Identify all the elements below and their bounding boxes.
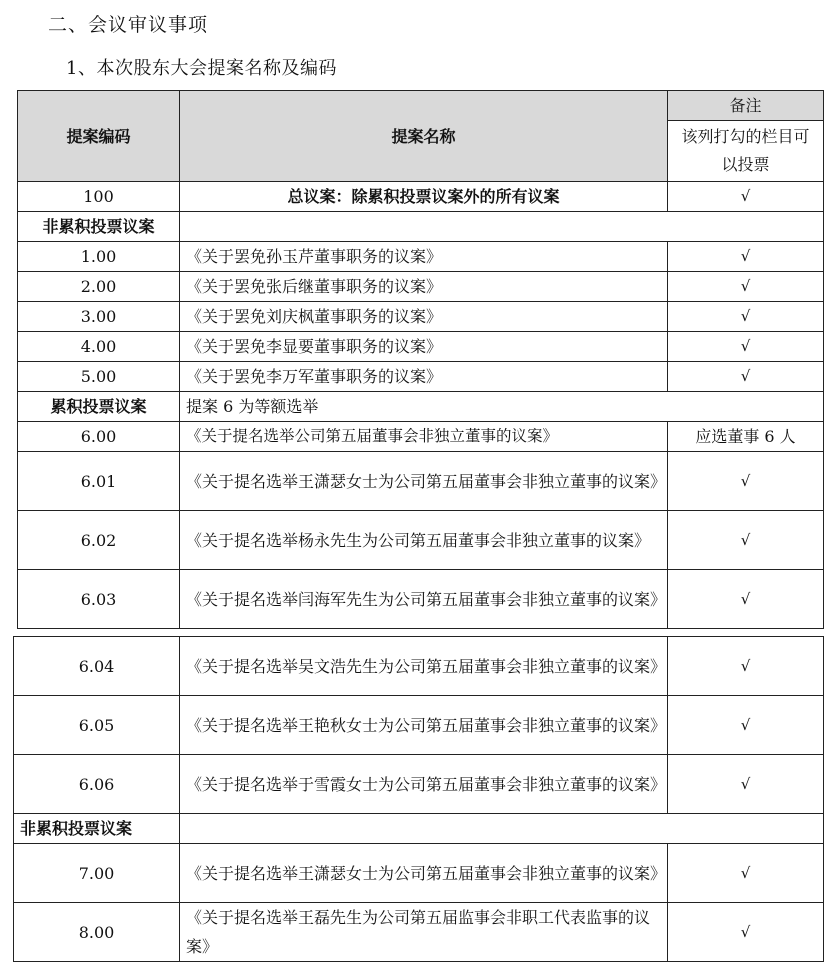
row-name: 《关于罢免李万军董事职务的议案》 [180,362,668,392]
table-row [18,570,824,629]
table-row [14,755,824,814]
row-note: √ [668,242,824,272]
table-row [18,272,824,302]
table-row [18,452,824,511]
header-note [668,91,824,182]
row-note: √ [668,272,824,302]
row-note: √ [668,903,824,962]
row-code: 6.00 [18,422,180,452]
row-code: 6.06 [14,755,180,814]
section-label: 非累积投票议案 [14,814,180,844]
table-row [14,696,824,755]
section-row-noncumulative-2 [14,814,824,844]
section-empty [180,814,824,844]
row-code: 6.01 [18,452,180,511]
row-code: 3.00 [18,302,180,332]
section-row-noncumulative [18,212,824,242]
table-row [14,903,824,962]
row-note: √ [668,182,824,212]
row-name: 《关于提名选举王磊先生为公司第五届监事会非职工代表监事的议案》 [180,903,668,962]
section-row-cumulative [18,392,824,422]
row-note: √ [668,696,824,755]
row-name: 《关于罢免刘庆枫董事职务的议案》 [180,302,668,332]
row-note: √ [668,511,824,570]
row-name: 《关于提名选举王艳秋女士为公司第五届董事会非独立董事的议案》 [180,696,668,755]
row-code: 5.00 [18,362,180,392]
row-name: 《关于提名选举于雪霞女士为公司第五届董事会非独立董事的议案》 [180,755,668,814]
table-row [14,637,824,696]
proposal-table-continued [13,636,824,962]
row-note: √ [668,570,824,629]
row-note: √ [668,302,824,332]
table-row [18,242,824,272]
table-row [18,332,824,362]
row-note: √ [668,332,824,362]
row-note: √ [668,362,824,392]
row-code: 1.00 [18,242,180,272]
table-row [14,844,824,903]
section-empty [180,212,824,242]
table-row [18,302,824,332]
subsection-heading: 1、本次股东大会提案名称及编码 [66,58,337,79]
table-header-row [18,91,824,182]
row-name: 《关于提名选举公司第五届董事会非独立董事的议案》 [180,422,668,452]
header-note-desc: 该列打勾的栏目可以投票 [681,127,810,174]
row-code: 8.00 [14,903,180,962]
row-name: 《关于提名选举吴文浩先生为公司第五届董事会非独立董事的议案》 [180,637,668,696]
row-name: 《关于罢免张后继董事职务的议案》 [180,272,668,302]
section-label: 非累积投票议案 [18,212,180,242]
row-name: 《关于提名选举闫海军先生为公司第五届董事会非独立董事的议案》 [180,570,668,629]
header-name: 提案名称 [180,91,668,182]
table-row-total [18,182,824,212]
row-note: √ [668,452,824,511]
section-label: 累积投票议案 [18,392,180,422]
row-note: √ [668,844,824,903]
table-row [18,362,824,392]
row-code: 7.00 [14,844,180,903]
row-code: 6.04 [14,637,180,696]
row-name: 《关于提名选举王潇瑟女士为公司第五届董事会非独立董事的议案》 [180,844,668,903]
row-code: 6.05 [14,696,180,755]
row-code: 4.00 [18,332,180,362]
header-code: 提案编码 [18,91,180,182]
row-note: 应选董事 6 人 [668,422,824,452]
row-code: 2.00 [18,272,180,302]
row-name: 总议案：除累积投票议案外的所有议案 [180,182,668,212]
row-name: 《关于提名选举王潇瑟女士为公司第五届董事会非独立董事的议案》 [180,452,668,511]
section-desc: 提案 6 为等额选举 [180,392,824,422]
row-note: √ [668,637,824,696]
row-note: √ [668,755,824,814]
table-row [18,511,824,570]
table-row-600 [18,422,824,452]
row-name: 《关于提名选举杨永先生为公司第五届董事会非独立董事的议案》 [180,511,668,570]
section-heading: 二、会议审议事项 [48,14,209,36]
header-note-title: 备注 [668,91,823,121]
row-code: 100 [18,182,180,212]
row-code: 6.02 [18,511,180,570]
row-name: 《关于罢免李显要董事职务的议案》 [180,332,668,362]
row-code: 6.03 [18,570,180,629]
proposal-table [17,90,824,629]
row-name: 《关于罢免孙玉芹董事职务的议案》 [180,242,668,272]
